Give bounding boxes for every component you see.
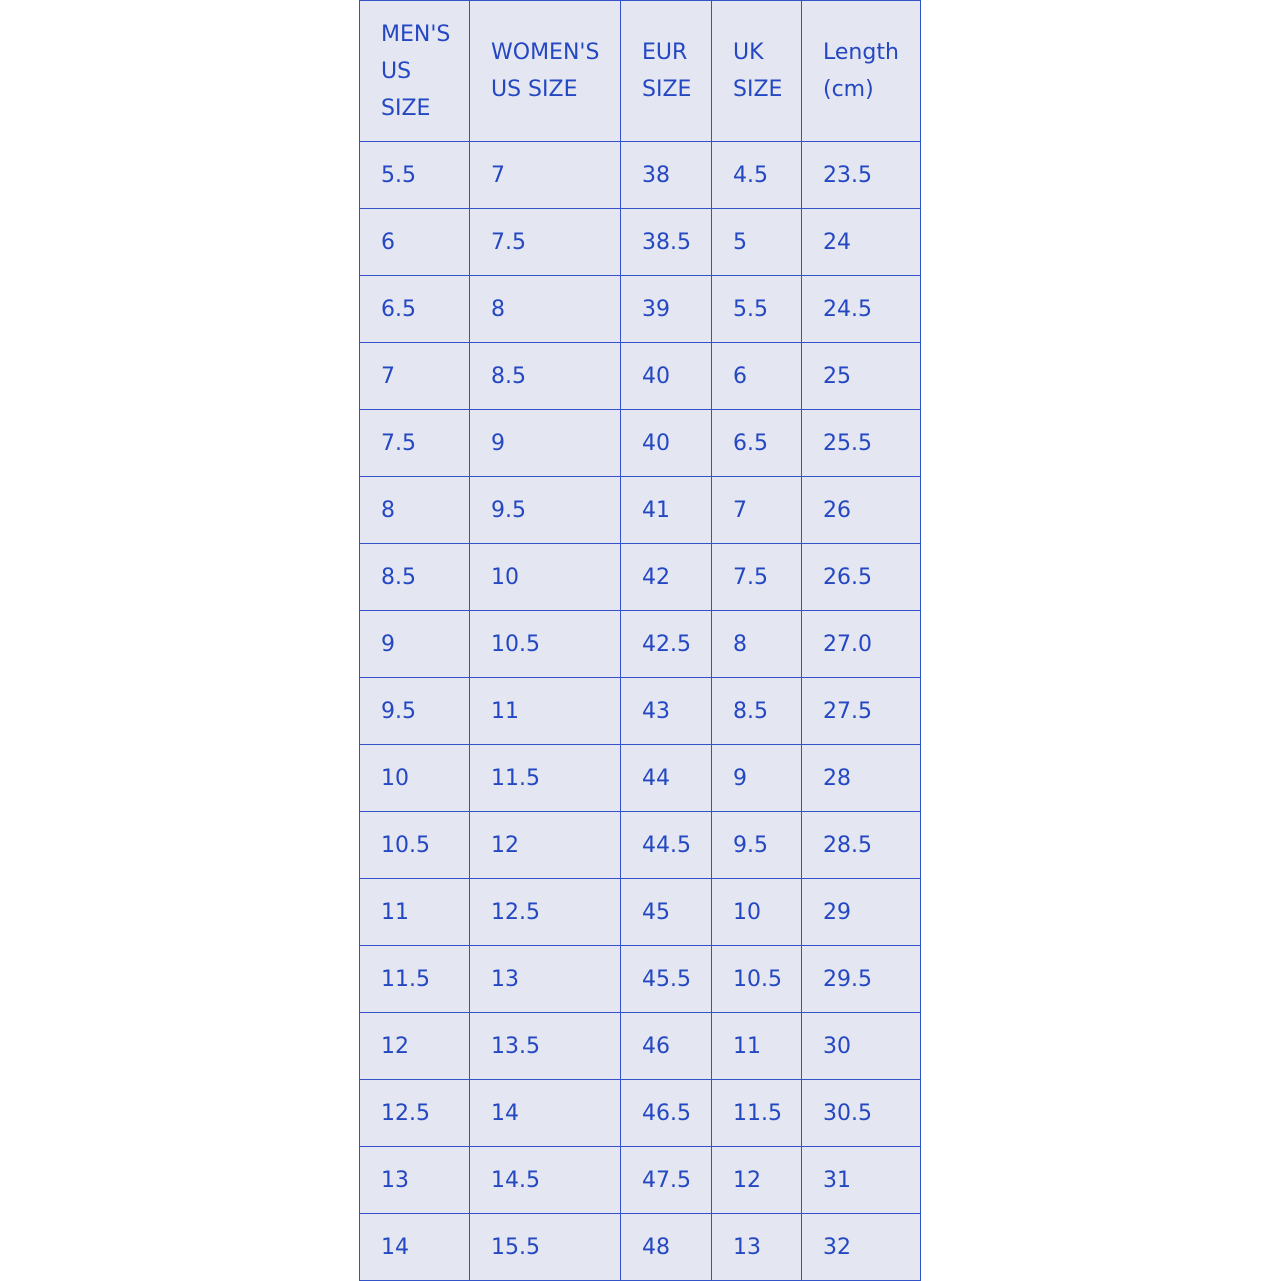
eur-size-cell: 44.5 [621,812,712,879]
length-cm-cell: 29 [802,879,921,946]
eur-size-cell: 48 [621,1214,712,1281]
eur-size-cell: 42 [621,544,712,611]
mens-us-size-cell: 13 [360,1147,470,1214]
eur-size-cell: 44 [621,745,712,812]
table-row [360,1147,921,1214]
length-cm-cell: 25 [802,343,921,410]
mens-us-size-cell: 11.5 [360,946,470,1013]
length-cm-cell: 26.5 [802,544,921,611]
eur-size-cell: 40 [621,343,712,410]
eur-size-cell: 43 [621,678,712,745]
womens-us-size-cell: 15.5 [470,1214,621,1281]
womens-us-size-cell: 8 [470,276,621,343]
uk-size-cell: 4.5 [712,142,802,209]
womens-us-size-cell: 12 [470,812,621,879]
uk-size-cell: 8 [712,611,802,678]
table-row [360,410,921,477]
mens-us-size-cell: 10.5 [360,812,470,879]
header-row [360,1,921,142]
mens-us-size-cell: 9 [360,611,470,678]
table-header [360,1,921,142]
uk-size-cell: 6.5 [712,410,802,477]
eur-size-cell: 46 [621,1013,712,1080]
mens-us-size-cell: 5.5 [360,142,470,209]
womens-us-size-cell: 12.5 [470,879,621,946]
table-row [360,611,921,678]
header-mens-us-size: MEN'S US SIZE [360,1,470,142]
table-row [360,678,921,745]
eur-size-cell: 46.5 [621,1080,712,1147]
womens-us-size-cell: 10 [470,544,621,611]
uk-size-cell: 7 [712,477,802,544]
table-row [360,1013,921,1080]
table-row [360,1214,921,1281]
mens-us-size-cell: 6 [360,209,470,276]
womens-us-size-cell: 9.5 [470,477,621,544]
shoe-size-table [359,0,921,1281]
length-cm-cell: 23.5 [802,142,921,209]
mens-us-size-cell: 7.5 [360,410,470,477]
length-cm-cell: 24 [802,209,921,276]
womens-us-size-cell: 10.5 [470,611,621,678]
uk-size-cell: 6 [712,343,802,410]
header-eur-size: EUR SIZE [621,1,712,142]
table-body [360,142,921,1281]
header-womens-us-size: WOMEN'S US SIZE [470,1,621,142]
womens-us-size-cell: 9 [470,410,621,477]
table-row [360,343,921,410]
uk-size-cell: 10 [712,879,802,946]
uk-size-cell: 5 [712,209,802,276]
uk-size-cell: 9.5 [712,812,802,879]
length-cm-cell: 30.5 [802,1080,921,1147]
table-row [360,879,921,946]
uk-size-cell: 12 [712,1147,802,1214]
length-cm-cell: 28 [802,745,921,812]
mens-us-size-cell: 12.5 [360,1080,470,1147]
length-cm-cell: 30 [802,1013,921,1080]
mens-us-size-cell: 6.5 [360,276,470,343]
mens-us-size-cell: 8 [360,477,470,544]
mens-us-size-cell: 12 [360,1013,470,1080]
length-cm-cell: 27.5 [802,678,921,745]
header-uk-size: UK SIZE [712,1,802,142]
eur-size-cell: 40 [621,410,712,477]
uk-size-cell: 11 [712,1013,802,1080]
length-cm-cell: 24.5 [802,276,921,343]
womens-us-size-cell: 8.5 [470,343,621,410]
womens-us-size-cell: 14.5 [470,1147,621,1214]
length-cm-cell: 26 [802,477,921,544]
uk-size-cell: 10.5 [712,946,802,1013]
table-row [360,812,921,879]
table-row [360,477,921,544]
table-row [360,209,921,276]
uk-size-cell: 9 [712,745,802,812]
womens-us-size-cell: 11.5 [470,745,621,812]
eur-size-cell: 39 [621,276,712,343]
uk-size-cell: 5.5 [712,276,802,343]
womens-us-size-cell: 13.5 [470,1013,621,1080]
womens-us-size-cell: 14 [470,1080,621,1147]
eur-size-cell: 45 [621,879,712,946]
womens-us-size-cell: 13 [470,946,621,1013]
uk-size-cell: 13 [712,1214,802,1281]
eur-size-cell: 38 [621,142,712,209]
uk-size-cell: 11.5 [712,1080,802,1147]
womens-us-size-cell: 7 [470,142,621,209]
eur-size-cell: 41 [621,477,712,544]
length-cm-cell: 25.5 [802,410,921,477]
mens-us-size-cell: 8.5 [360,544,470,611]
table-row [360,276,921,343]
uk-size-cell: 7.5 [712,544,802,611]
length-cm-cell: 28.5 [802,812,921,879]
length-cm-cell: 31 [802,1147,921,1214]
mens-us-size-cell: 11 [360,879,470,946]
size-chart [359,0,920,1280]
eur-size-cell: 45.5 [621,946,712,1013]
mens-us-size-cell: 9.5 [360,678,470,745]
table-row [360,544,921,611]
eur-size-cell: 38.5 [621,209,712,276]
table-row [360,946,921,1013]
womens-us-size-cell: 7.5 [470,209,621,276]
table-row [360,1080,921,1147]
length-cm-cell: 29.5 [802,946,921,1013]
table-row [360,142,921,209]
length-cm-cell: 27.0 [802,611,921,678]
mens-us-size-cell: 10 [360,745,470,812]
womens-us-size-cell: 11 [470,678,621,745]
mens-us-size-cell: 14 [360,1214,470,1281]
eur-size-cell: 47.5 [621,1147,712,1214]
header-length-cm: Length (cm) [802,1,921,142]
eur-size-cell: 42.5 [621,611,712,678]
mens-us-size-cell: 7 [360,343,470,410]
length-cm-cell: 32 [802,1214,921,1281]
uk-size-cell: 8.5 [712,678,802,745]
table-row [360,745,921,812]
